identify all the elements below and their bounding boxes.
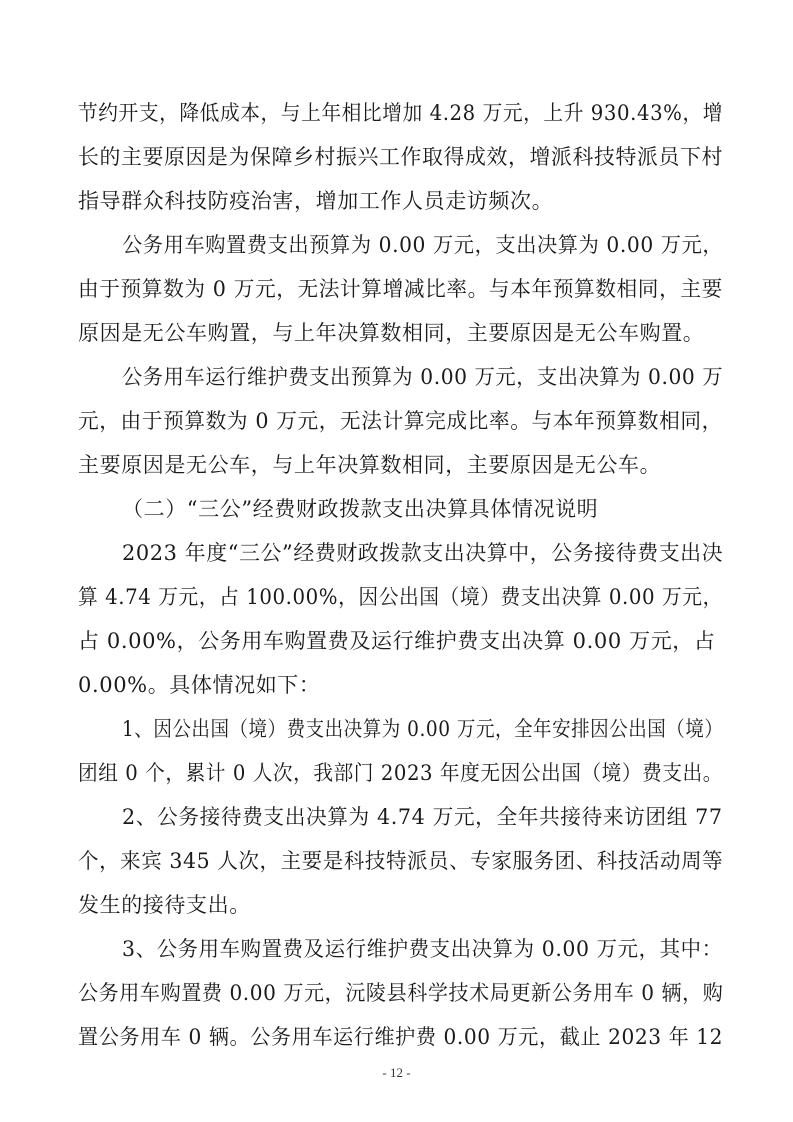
body-line-12: 算 4.74 万元，占 100.00%，因公出国（境）费支出决算 0.00 万元，: [78, 585, 723, 609]
body-line-9: 主要原因是无公车，与上年决算数相同，主要原因是无公车。: [78, 453, 662, 477]
body-line-16: 团组 0 个，累计 0 人次，我部门 2023 年度无因公出国（境）费支出。: [78, 761, 723, 785]
body-line-6: 原因是无公车购置，与上年决算数相同，主要原因是无公车购置。: [78, 321, 705, 345]
body-line-3: 指导群众科技防疫治害，增加工作人员走访频次。: [78, 189, 554, 213]
body-line-18: 个，来宾 345 人次，主要是科技特派员、专家服务团、科技活动周等: [78, 849, 724, 873]
section-heading: （二）“三公”经费财政拨款支出决算具体情况说明: [122, 497, 599, 521]
body-line-4: 公务用车购置费支出预算为 0.00 万元，支出决算为 0.00 万元，: [122, 233, 724, 257]
body-line-13: 占 0.00%，公务用车购置费及运行维护费支出决算 0.00 万元，占: [78, 629, 716, 653]
body-line-8: 元，由于预算数为 0 万元，无法计算完成比率。与本年预算数相同，: [78, 409, 723, 433]
body-line-17: 2、公务接待费支出决算为 4.74 万元，全年共接待来访团组 77: [122, 805, 723, 829]
body-line-15: 1、因公出国（境）费支出决算为 0.00 万元，全年安排因公出国（境）: [122, 717, 724, 741]
body-line-14: 0.00%。具体情况如下：: [78, 673, 321, 697]
body-line-11: 2023 年度“三公”经费财政拨款支出决算中，公务接待费支出决: [122, 541, 724, 565]
page-number: - 12 -: [382, 1065, 411, 1080]
body-line-7: 公务用车运行维护费支出预算为 0.00 万元，支出决算为 0.00 万: [122, 365, 724, 389]
body-line-20: 3、公务用车购置费及运行维护费支出决算为 0.00 万元，其中：: [122, 937, 723, 961]
body-line-5: 由于预算数为 0 万元，无法计算增减比率。与本年预算数相同，主要: [78, 277, 723, 301]
body-line-2: 长的主要原因是为保障乡村振兴工作取得成效，增派科技特派员下村: [78, 145, 724, 169]
body-line-21: 公务用车购置费 0.00 万元，沅陵县科学技术局更新公务用车 0 辆，购: [78, 981, 724, 1005]
body-line-22: 置公务用车 0 辆。公务用车运行维护费 0.00 万元，截止 2023 年 12: [78, 1025, 724, 1049]
body-line-1: 节约开支，降低成本，与上年相比增加 4.28 万元，上升 930.43%，增: [78, 101, 724, 125]
body-line-19: 发生的接待支出。: [78, 893, 251, 917]
